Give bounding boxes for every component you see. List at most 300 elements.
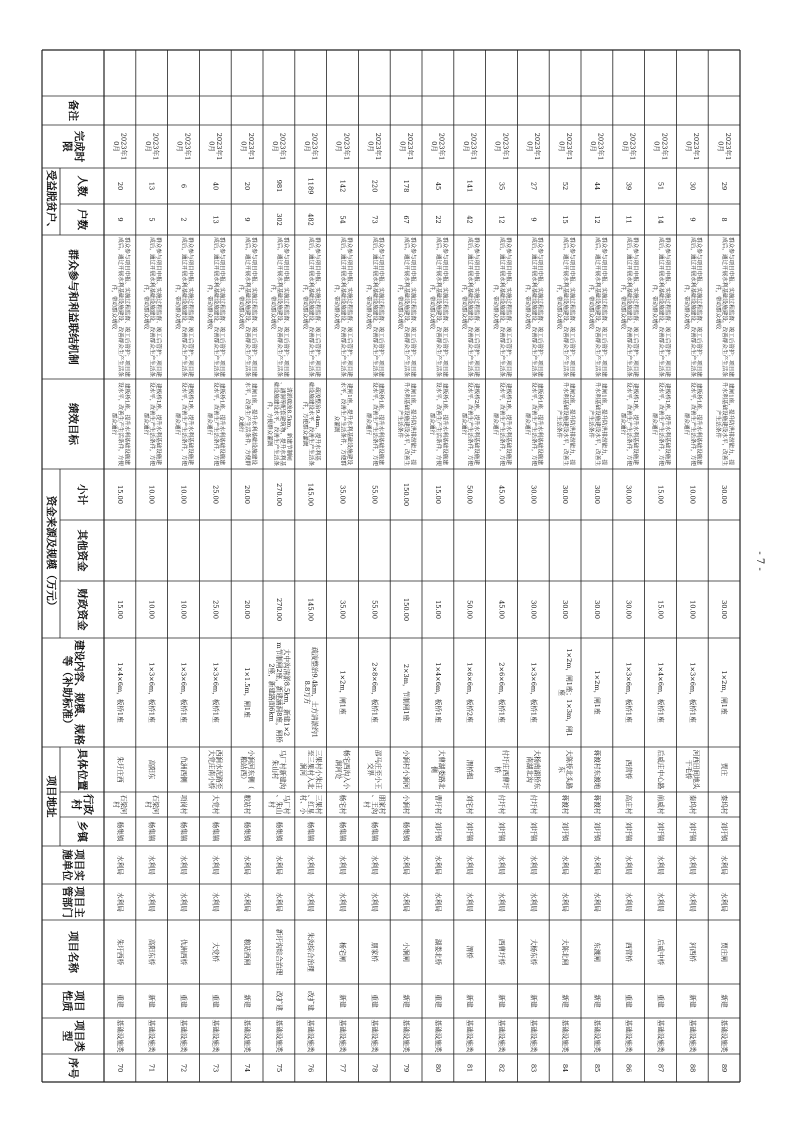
- svg-text:群众通行: 群众通行: [523, 412, 530, 436]
- cell-content: [528, 662, 538, 723]
- header-households: [76, 209, 89, 230]
- cell-seq: [116, 1064, 124, 1072]
- svg-text:成后，通过开展水利基础设施建设，改善群众生产生活条: 成后，通过开展水利基础设施建设，改善群众生产生活条: [689, 237, 696, 377]
- svg-text:东渡闸: 东渡闸: [592, 942, 601, 962]
- cell-goal: [587, 382, 608, 466]
- svg-text:型: 型: [60, 1030, 73, 1042]
- cell-content: [624, 662, 634, 723]
- cell-subtotal: [339, 485, 347, 504]
- table-row: [619, 133, 640, 1072]
- header-mechanism: [67, 249, 80, 365]
- svg-text:150.00: 150.00: [402, 482, 411, 507]
- cell-site: [299, 750, 323, 790]
- cell-seq: [657, 1064, 665, 1072]
- svg-text:河西田间地头: 河西田间地头: [692, 749, 701, 790]
- svg-text:备注: 备注: [67, 100, 79, 121]
- svg-text:1×1.5m，闸1座: 1×1.5m，闸1座: [243, 667, 252, 718]
- svg-text:座: 座: [557, 689, 566, 696]
- svg-text:件，方便群众灌溉: 件，方便群众灌溉: [266, 401, 273, 447]
- svg-text:石梁河: 石梁河: [119, 794, 128, 815]
- svg-text:改扩建: 改扩建: [274, 991, 283, 1011]
- svg-text:刘圩镇: 刘圩镇: [592, 821, 601, 842]
- cell-town: [466, 822, 475, 842]
- cell-households: [657, 215, 665, 223]
- cell-dept: [402, 892, 411, 912]
- cell-goal: [460, 382, 481, 466]
- svg-text:刘圩镇: 刘圩镇: [433, 821, 442, 842]
- svg-text:成后，通过开展水利基础设施建设，改善群众生产生活条: 成后，通过开展水利基础设施建设，改善群众生产生活条: [212, 237, 219, 377]
- svg-text:0月: 0月: [398, 141, 407, 152]
- cell-unit: [339, 855, 348, 875]
- svg-text:新建: 新建: [402, 994, 411, 1008]
- cell-goal: [683, 382, 704, 466]
- svg-text:、涵洞等配套建筑物，提升水利基: 、涵洞等配套建筑物，提升水利基: [279, 382, 286, 466]
- svg-text:73: 73: [211, 1063, 220, 1073]
- svg-text:15.00: 15.00: [115, 485, 124, 504]
- svg-text:件，带动群众增收: 件，带动群众增收: [205, 284, 212, 330]
- svg-text:2023年1: 2023年1: [215, 132, 224, 161]
- table-row: [110, 133, 131, 1072]
- cell-content: [433, 662, 443, 723]
- cell-households: [688, 217, 696, 221]
- svg-text:朱山村: 朱山村: [271, 759, 280, 780]
- svg-text:2023年1: 2023年1: [469, 132, 478, 161]
- svg-text:新圩沟综合治理: 新圩沟综合治理: [274, 928, 283, 976]
- cell-village: [339, 795, 348, 815]
- cell-seq: [434, 1064, 442, 1072]
- cell-town: [720, 822, 729, 842]
- cell-dept: [561, 892, 570, 912]
- cell-content: [656, 662, 666, 723]
- svg-text:群众通行: 群众通行: [651, 412, 658, 436]
- svg-text:29: 29: [720, 181, 729, 191]
- svg-text:89: 89: [720, 1063, 729, 1073]
- cell-deadline: [144, 133, 161, 161]
- cell-village: [466, 795, 475, 815]
- cell-households: [498, 215, 506, 223]
- svg-text:水利局: 水利局: [561, 892, 570, 912]
- svg-text:群众参与项目申报、实施过程监督、竣工后管护；项目建: 群众参与项目申报、实施过程监督、竣工后管护；项目建: [663, 237, 670, 377]
- svg-text:13: 13: [147, 181, 156, 191]
- cell-fiscal: [148, 600, 156, 619]
- svg-text:群众参与项目申报、实施过程监督、竣工后管护；项目建: 群众参与项目申报、实施过程监督、竣工后管护；项目建: [345, 237, 352, 377]
- cell-unit: [498, 855, 507, 875]
- svg-text:群众通行: 群众通行: [492, 412, 499, 436]
- svg-text:重建: 重建: [115, 994, 124, 1008]
- svg-text:44: 44: [592, 181, 601, 191]
- svg-text:件，带动群众增收: 件，带动群众增收: [174, 284, 181, 330]
- cell-village: [720, 795, 729, 815]
- svg-text:东: 东: [557, 766, 566, 773]
- cell-seq: [625, 1064, 633, 1072]
- svg-text:大党村: 大党村: [211, 794, 220, 815]
- svg-text:村: 村: [143, 801, 152, 808]
- svg-text:高阳东桥: 高阳东桥: [147, 938, 156, 966]
- svg-text:件，带动群众增收: 件，带动群众增收: [587, 284, 594, 330]
- header-site: [76, 749, 89, 791]
- svg-text:基础设施类: 基础设施类: [243, 1019, 252, 1053]
- cell-mechanism: [683, 237, 704, 377]
- cell-content: [147, 662, 157, 723]
- cell-town: [402, 822, 411, 842]
- cell-name: [339, 942, 348, 962]
- svg-text:水利局: 水利局: [688, 855, 697, 875]
- svg-text:55.00: 55.00: [370, 485, 379, 504]
- svg-text:件，带动群众增收: 件，带动群众增收: [651, 284, 658, 330]
- cell-town: [211, 822, 220, 842]
- cell-dept: [148, 892, 157, 912]
- svg-text:刘圩镇: 刘圩镇: [720, 821, 729, 842]
- svg-text:群众通行: 群众通行: [682, 412, 689, 436]
- svg-text:设水平，改善生产生活条件，方便: 设水平，改善生产生活条件，方便: [466, 382, 473, 466]
- svg-text:朱沟综合治理: 朱沟综合治理: [306, 932, 315, 972]
- svg-text:25.00: 25.00: [211, 485, 220, 504]
- cell-town: [657, 822, 666, 842]
- svg-text:件，带动群众增收: 件，带动群众增收: [682, 284, 689, 330]
- svg-text:付圩庄西曹圩: 付圩庄西曹圩: [501, 749, 510, 790]
- svg-text:86: 86: [624, 1063, 633, 1073]
- cell-unit: [657, 855, 666, 875]
- svg-text:0月: 0月: [366, 141, 375, 152]
- svg-text:件，带动群众增收: 件，带动群众增收: [396, 284, 403, 330]
- svg-text:14: 14: [656, 215, 665, 224]
- cell-site: [466, 760, 475, 780]
- table-row: [460, 133, 481, 1072]
- cell-mechanism: [397, 237, 418, 377]
- cell-seq: [529, 1064, 537, 1072]
- svg-text:9: 9: [529, 217, 538, 222]
- svg-text:众通行: 众通行: [237, 415, 244, 433]
- svg-text:设水平，改善生产生活条件，方便: 设水平，改善生产生活条件，方便: [530, 382, 537, 466]
- cell-site: [208, 750, 225, 790]
- cell-people: [339, 180, 347, 193]
- svg-text:482: 482: [306, 213, 315, 226]
- cell-goal: [110, 382, 131, 466]
- cell-mechanism: [110, 237, 131, 377]
- svg-text:水利局: 水利局: [433, 855, 442, 875]
- svg-text:粮站村: 粮站村: [243, 794, 252, 815]
- cell-households: [593, 215, 601, 223]
- cell-fiscal: [307, 598, 315, 621]
- svg-text:基础设施类: 基础设施类: [211, 1019, 220, 1053]
- cell-deadline: [557, 133, 574, 161]
- svg-text:杨集镇: 杨集镇: [179, 821, 188, 842]
- svg-text:79: 79: [402, 1063, 411, 1073]
- svg-text:1×4×6m，板桥1座: 1×4×6m，板桥1座: [433, 662, 442, 723]
- cell-name: [593, 942, 602, 962]
- cell-households: [211, 215, 219, 223]
- svg-text:水利局: 水利局: [720, 855, 729, 875]
- cell-deadline: [112, 133, 129, 161]
- svg-text:2023年1: 2023年1: [405, 132, 414, 161]
- svg-text:具体位置: 具体位置: [76, 748, 88, 791]
- cell-content: [557, 648, 574, 736]
- svg-text:疏浚整治9.4km，提升水利基: 疏浚整治9.4km，提升水利基: [314, 387, 321, 461]
- table-row: [206, 133, 227, 1072]
- svg-text:付圩村: 付圩村: [529, 794, 538, 815]
- cell-nature: [339, 994, 348, 1008]
- svg-text:桥: 桥: [493, 766, 502, 773]
- cell-households: [625, 215, 633, 223]
- cell-subtotal: [561, 485, 569, 504]
- svg-text:1×4×6m，板桥1座: 1×4×6m，板桥1座: [656, 662, 665, 723]
- svg-text:西营桥: 西营桥: [624, 942, 633, 962]
- svg-text:成后，通过开展水利基础设施建设，改善群众生产生活条: 成后，通过开展水利基础设施建设，改善群众生产生活条: [625, 237, 632, 377]
- svg-text:0月: 0月: [620, 141, 629, 152]
- cell-type: [561, 1020, 570, 1053]
- svg-text:疏浚整治9.4km，土方清淤约1: 疏浚整治9.4km，土方清淤约1: [310, 647, 319, 738]
- svg-text:大中沟清淤8.5km，新建1×2: 大中沟清淤8.5km，新建1×2: [282, 648, 291, 737]
- svg-text:新建: 新建: [147, 994, 156, 1008]
- cell-type: [498, 1020, 507, 1053]
- cell-unit: [720, 855, 729, 875]
- svg-text:10.00: 10.00: [147, 485, 156, 504]
- svg-text:30.00: 30.00: [720, 600, 729, 619]
- cell-households: [561, 215, 569, 223]
- svg-text:财政资金: 财政资金: [76, 588, 88, 631]
- svg-text:群众参与项目申报、实施过程监督、竣工后管护；项目建: 群众参与项目申报、实施过程监督、竣工后管护；项目建: [441, 237, 448, 377]
- cell-town: [243, 822, 252, 842]
- cell-seq: [561, 1064, 569, 1072]
- svg-text:杨集镇: 杨集镇: [306, 821, 315, 842]
- svg-text:西曹圩桥: 西曹圩桥: [497, 938, 506, 966]
- svg-text:建板桥1座，提升水利基础设施建: 建板桥1座，提升水利基础设施建: [441, 383, 448, 465]
- svg-text:群众通行: 群众通行: [460, 412, 467, 436]
- cell-goal: [492, 382, 513, 466]
- svg-text:基础设施类: 基础设施类: [338, 1019, 347, 1053]
- svg-text:2023年1: 2023年1: [437, 132, 446, 161]
- svg-text:基础设施类: 基础设施类: [433, 1019, 442, 1053]
- svg-text:新建: 新建: [497, 994, 506, 1008]
- svg-text:10.00: 10.00: [147, 600, 156, 619]
- cell-subtotal: [625, 485, 633, 504]
- svg-text:73: 73: [370, 215, 379, 224]
- cell-content: [687, 662, 697, 723]
- header-other: [76, 530, 89, 572]
- svg-text:三果村: 三果村: [314, 794, 323, 815]
- cell-people: [657, 182, 665, 190]
- svg-text:76: 76: [306, 1063, 315, 1073]
- svg-text:2×3m，节制闸1座: 2×3m，节制闸1座: [402, 663, 411, 722]
- svg-text:78: 78: [370, 1063, 379, 1073]
- cell-people: [148, 182, 156, 190]
- svg-text:2座，新建路面6km: 2座，新建路面6km: [267, 663, 276, 722]
- cell-households: [275, 213, 283, 226]
- svg-text:建闸1座，提升防洪排涝能力，提: 建闸1座，提升防洪排涝能力，提: [600, 383, 607, 465]
- cell-village: [144, 795, 161, 815]
- svg-text:件，方便群众灌溉: 件，方便群众灌溉: [301, 401, 308, 447]
- cell-unit: [529, 855, 538, 875]
- cell-site: [430, 750, 447, 790]
- cell-content: [369, 662, 379, 723]
- header-location-group: [45, 776, 58, 818]
- cell-mechanism: [333, 237, 354, 377]
- svg-text:30.00: 30.00: [624, 600, 633, 619]
- cell-type: [593, 1020, 602, 1053]
- cell-households: [529, 217, 537, 221]
- cell-deadline: [239, 133, 256, 161]
- svg-text:渭桥: 渭桥: [465, 945, 474, 959]
- svg-text:朱圩西桥: 朱圩西桥: [115, 938, 124, 966]
- svg-text:前威村: 前威村: [656, 794, 665, 815]
- svg-text:行政: 行政: [82, 794, 95, 815]
- svg-text:1×3×6m，板桥1座: 1×3×6m，板桥1座: [529, 662, 538, 723]
- cell-people: [593, 182, 601, 190]
- cell-subtotal: [402, 483, 410, 506]
- svg-text:基础设施类: 基础设施类: [656, 1019, 665, 1053]
- cell-village: [402, 795, 411, 815]
- cell-content: [497, 662, 507, 723]
- svg-text:水利局: 水利局: [529, 855, 538, 875]
- svg-text:建板桥1座，提升水利基础设施建: 建板桥1座，提升水利基础设施建: [123, 383, 130, 465]
- cell-content: [401, 664, 411, 722]
- cell-village: [688, 795, 697, 815]
- svg-text:础设施建设水平，改善生产生活条: 础设施建设水平，改善生产生活条: [272, 382, 279, 466]
- svg-text:1×2m，闸1座: 1×2m，闸1座: [338, 670, 347, 715]
- cell-people: [370, 180, 378, 193]
- svg-text:群众参与项目申报、实施过程监督、竣工后管护；项目建: 群众参与项目申报、实施过程监督、竣工后管护；项目建: [186, 237, 193, 377]
- svg-text:35.00: 35.00: [338, 600, 347, 619]
- svg-text:群众参与项目申报、实施过程监督、竣工后管护；项目建: 群众参与项目申报、实施过程监督、竣工后管护；项目建: [695, 237, 702, 377]
- svg-text:杨集镇: 杨集镇: [274, 821, 283, 842]
- cell-content: [242, 667, 252, 718]
- svg-text:建闸1座，提升防洪排涝能力，提: 建闸1座，提升防洪排涝能力，提: [409, 383, 416, 465]
- cell-type: [529, 1020, 538, 1053]
- svg-text:三果村小朱庄: 三果村小朱庄: [314, 749, 323, 790]
- svg-text:2×6×6m，板桥1座: 2×6×6m，板桥1座: [497, 662, 506, 723]
- svg-text:群众参与项目申报、实施过程监督、竣工后管护；项目建: 群众参与项目申报、实施过程监督、竣工后管护；项目建: [218, 237, 225, 377]
- svg-text:水利局: 水利局: [243, 855, 252, 875]
- cell-subtotal: [275, 483, 283, 506]
- cell-goal: [142, 382, 163, 466]
- svg-text:m节制闸2座，新建涵洞8座，闸桥: m节制闸2座，新建涵洞8座，闸桥: [274, 642, 283, 743]
- svg-text:群众参与项目申报、实施过程监督、竣工后管护；项目建: 群众参与项目申报、实施过程监督、竣工后管护；项目建: [409, 237, 416, 377]
- header-type: [61, 1020, 86, 1052]
- svg-text:件，带动群众增收: 件，带动群众增收: [714, 284, 721, 330]
- cell-seq: [498, 1064, 506, 1072]
- svg-text:重建: 重建: [624, 994, 633, 1008]
- svg-text:建板桥1座，提升水利基础设施建: 建板桥1座，提升水利基础设施建: [663, 383, 670, 465]
- cell-name: [720, 942, 729, 962]
- svg-text:1×2m，闸1座；1×3m，闸1: 1×2m，闸1座；1×3m，闸1: [564, 648, 573, 737]
- cell-town: [688, 822, 697, 842]
- cell-goal: [266, 382, 293, 466]
- svg-text:15.00: 15.00: [656, 485, 665, 504]
- svg-text:成后，通过开展水利基础设施建设，改善群众生产生活条: 成后，通过开展水利基础设施建设，改善群众生产生活条: [403, 237, 410, 377]
- cell-seq: [243, 1064, 251, 1072]
- svg-text:0月: 0月: [589, 141, 598, 152]
- svg-text:建板桥1座，提升水利基础设施建: 建板桥1座，提升水利基础设施建: [377, 383, 384, 465]
- header-subtotal: [76, 484, 89, 505]
- svg-text:成后，通过开展水利基础设施建设，改善群众生产生活条: 成后，通过开展水利基础设施建设，改善群众生产生活条: [530, 237, 537, 377]
- svg-text:件，带动群众增收: 件，带动群众增收: [492, 284, 499, 330]
- cell-fiscal: [275, 598, 283, 621]
- svg-text:178: 178: [402, 179, 411, 193]
- svg-text:水利局: 水利局: [561, 855, 570, 875]
- svg-text:群众参与项目申报、实施过程监督、竣工后管护；项目建: 群众参与项目申报、实施过程监督、竣工后管护；项目建: [250, 237, 257, 377]
- cell-goal: [206, 382, 227, 466]
- svg-text:水利局: 水利局: [115, 892, 124, 912]
- svg-text:群众参与项目申报、实施过程监督、竣工后管护；项目建: 群众参与项目申报、实施过程监督、竣工后管护；项目建: [473, 237, 480, 377]
- cell-name: [498, 939, 507, 966]
- cell-nature: [370, 994, 379, 1008]
- svg-text:资金来源及规模（万元）: 资金来源及规模（万元）: [45, 495, 57, 612]
- table-row: [556, 133, 577, 1072]
- svg-text:朋家桥: 朋家桥: [370, 942, 379, 962]
- svg-text:67: 67: [402, 215, 411, 224]
- table-row: [683, 133, 704, 1072]
- cell-subtotal: [688, 485, 696, 504]
- cell-village: [498, 795, 507, 815]
- cell-fiscal: [339, 600, 347, 619]
- svg-text:朋家村: 朋家村: [377, 794, 386, 815]
- svg-text:水利局: 水利局: [338, 892, 347, 912]
- svg-text:基础设施类: 基础设施类: [402, 1019, 411, 1053]
- cell-deadline: [271, 133, 288, 161]
- svg-text:981: 981: [274, 179, 283, 193]
- cell-name: [243, 939, 252, 966]
- cell-people: [434, 182, 442, 190]
- header-nature: [61, 991, 86, 1012]
- svg-text:件，带动群众增收: 件，带动群众增收: [523, 284, 530, 330]
- svg-text:设水平，改善生产生活条件，方便: 设水平，改善生产生活条件，方便: [434, 382, 441, 466]
- svg-text:曹圩村: 曹圩村: [433, 794, 442, 815]
- cell-site: [625, 760, 634, 780]
- svg-text:刘圩镇: 刘圩镇: [561, 821, 570, 842]
- svg-text:杨集镇: 杨集镇: [147, 821, 156, 842]
- cell-seq: [370, 1064, 378, 1072]
- svg-text:1189: 1189: [306, 177, 315, 195]
- cell-deadline: [685, 133, 702, 161]
- svg-text:群众通行: 群众通行: [174, 412, 181, 436]
- svg-text:水利局: 水利局: [624, 855, 633, 875]
- cell-people: [529, 182, 537, 190]
- cell-site: [685, 750, 702, 790]
- cell-town: [116, 822, 125, 842]
- svg-text:30.00: 30.00: [720, 485, 729, 504]
- cell-nature: [116, 994, 125, 1008]
- svg-text:水利局: 水利局: [465, 892, 474, 912]
- svg-text:众灌溉: 众灌溉: [333, 415, 340, 433]
- cell-town: [275, 822, 284, 842]
- svg-text:水利局: 水利局: [592, 855, 601, 875]
- svg-text:42: 42: [465, 215, 474, 224]
- svg-text:重建: 重建: [433, 994, 442, 1008]
- svg-text:大陈北闸: 大陈北闸: [561, 938, 570, 966]
- svg-text:乡镇: 乡镇: [76, 821, 88, 842]
- cell-subtotal: [370, 485, 378, 504]
- svg-text:施单位: 施单位: [60, 849, 73, 881]
- svg-text:小计: 小计: [76, 484, 88, 505]
- svg-text:新建: 新建: [720, 994, 729, 1008]
- svg-text:群众参与项目申报、实施过程监督、竣工后管护；项目建: 群众参与项目申报、实施过程监督、竣工后管护；项目建: [155, 237, 162, 377]
- svg-text:150.00: 150.00: [402, 597, 411, 622]
- cell-site: [402, 750, 411, 790]
- header-name: [67, 931, 80, 973]
- cell-subtotal: [529, 485, 537, 504]
- cell-mechanism: [428, 237, 449, 377]
- cell-dept: [370, 892, 379, 912]
- header-dept: [61, 886, 86, 918]
- cell-mechanism: [619, 237, 640, 377]
- svg-text:群众通行: 群众通行: [364, 412, 371, 436]
- cell-unit: [402, 855, 411, 875]
- cell-households: [148, 217, 156, 221]
- cell-seq: [148, 1064, 156, 1072]
- cell-dept: [720, 892, 729, 912]
- svg-text:2023年1: 2023年1: [342, 132, 351, 161]
- cell-nature: [243, 994, 252, 1008]
